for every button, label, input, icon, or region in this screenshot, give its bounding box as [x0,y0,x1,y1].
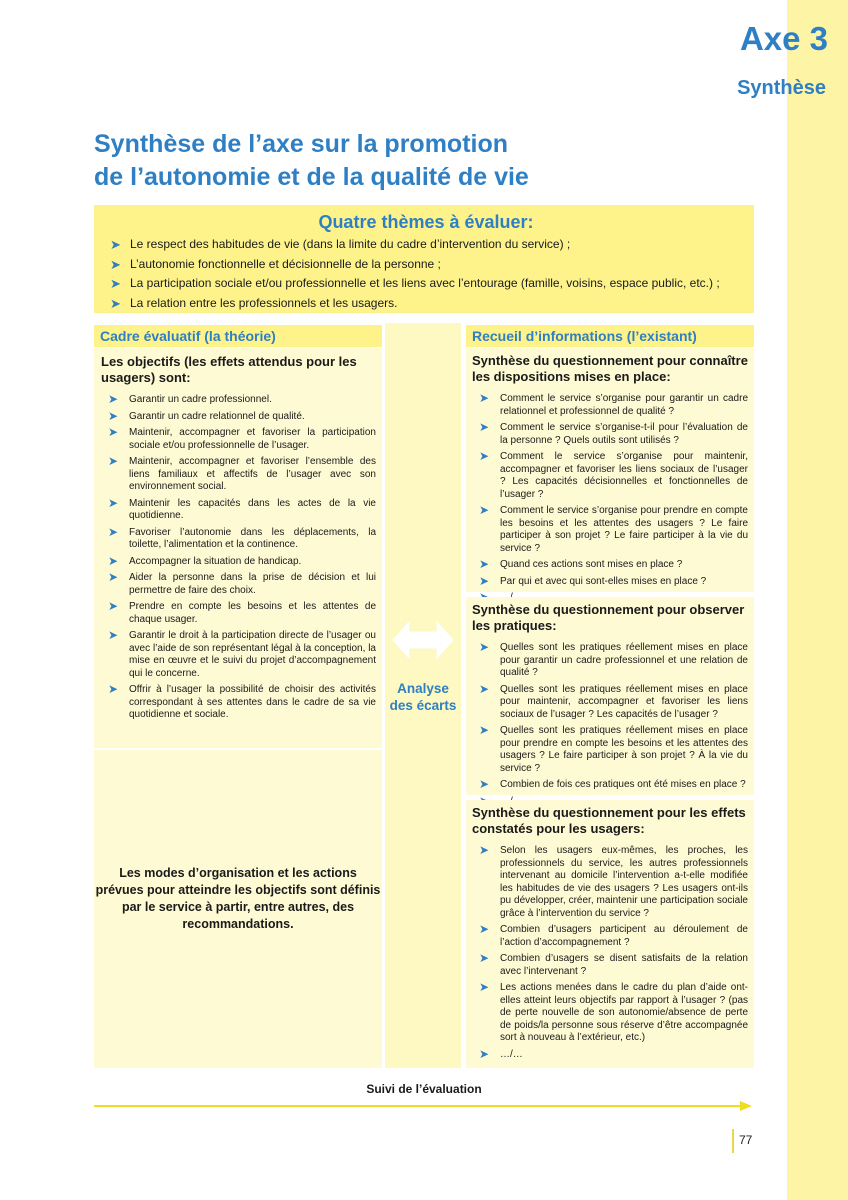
dispositions-list [472,393,748,605]
objective-item-text: Maintenir, accompagner et favoriser l’ensemble des liens familiaux et affectifs de l’usager avec son environnement social. [129,456,376,492]
arrow-bullet-icon: ➤ [479,843,490,857]
analyse-ecarts [385,680,461,714]
objective-item [101,524,376,552]
themes-box [94,205,754,313]
arrow-bullet-icon: ➤ [108,392,119,406]
analyse-line2: des écarts [389,698,457,713]
disposition-item-text: Quand ces actions sont mises en place ? [500,559,683,570]
arrow-bullet-icon: ➤ [108,682,119,696]
disposition-item-text: Comment le service s’organise pour garantir un cadre relationnel et professionnel de qualité ? [500,393,748,417]
arrow-bullet-icon: ➤ [110,256,121,272]
effet-item [472,924,748,949]
effet-item-text: Les actions menées dans le cadre du plan d’aide ont-elles atteint leurs objectifs par rapport à l’usager ? (pas de perte nouvelle de son autonomie/absence de perte de poids/la personne sous réserve d’être accompagnée sort à nouveau à l’extérieur, etc.) [500,982,748,1043]
arrow-bullet-icon: ➤ [108,628,119,642]
theme-item [110,255,742,275]
objective-item-text: Favoriser l’autonomie dans les déplacements, la toilette, l’alimentation et la continence. [129,526,376,550]
effet-item [472,953,748,978]
arrow-bullet-icon: ➤ [479,1046,490,1061]
arrow-bullet-icon: ➤ [479,681,490,696]
arrow-bullet-icon: ➤ [479,980,490,994]
pratiques-list [472,642,748,808]
theme-item [110,235,742,255]
pratiques-heading: Synthèse du questionnement pour observer les pratiques: [472,602,745,633]
arrow-bullet-icon: ➤ [108,599,119,613]
disposition-item-text: Comment le service s’organise-t-il pour l’évaluation de la personne ? Quels outils sont utilisés ? [500,422,748,446]
effet-item [472,982,748,1045]
effets-heading: Synthèse du questionnement pour les effets constatés pour les usagers: [472,805,746,836]
section-label: Synthèse [737,77,826,99]
disposition-item [472,559,748,572]
pratiques-box [466,597,754,795]
disposition-item [472,393,748,418]
double-arrow-icon [391,616,455,664]
theme-item-text: Le respect des habitudes de vie (dans la limite du cadre d’intervention du service) ; [130,237,571,251]
arrow-bullet-icon: ➤ [479,449,490,463]
page-title-line2: de l’autonomie et de la qualité de vie [94,163,529,191]
pratique-item [472,725,748,775]
arrow-bullet-icon: ➤ [108,495,119,510]
disposition-item [472,451,748,501]
objectives-box [94,348,382,748]
arrow-bullet-icon: ➤ [108,524,119,539]
disposition-item-text: Par qui et avec qui sont-elles mises en place ? [500,575,707,587]
disposition-item [472,505,748,555]
pratique-item [472,681,748,722]
objective-item-text: Maintenir, accompagner et favoriser la participation sociale et/ou professionnelle de l’usager. [129,427,376,451]
objective-item-text: Aider la personne dans la prise de décision et lui permettre de faire des choix. [129,572,376,596]
analyse-line1: Analyse [397,681,449,696]
themes-title: Quatre thèmes à évaluer: [318,212,534,232]
modes-text: Les modes d’organisation et les actions prévues pour atteindre les objectifs sont définis par le service à partir, entre autres, des recommandations. [95,866,381,931]
objectives-heading: Les objectifs (les effets attendus pour les usagers) sont: [101,354,357,385]
pratique-item-text: Quelles sont les pratiques réellement mises en place pour maintenir, accompagner et favoriser les liens sociaux de l’usager ? Les capacités de l’usager ? [500,683,748,720]
arrow-bullet-icon: ➤ [108,425,119,439]
arrow-bullet-icon: ➤ [479,557,490,571]
disposition-item-text: Comment le service s’organise pour maintenir, accompagner et favoriser les liens sociaux de l’usager ? Les capacités décisionnelles et fonctionnelles de l’usager ? [500,451,748,500]
arrow-bullet-icon: ➤ [108,553,119,568]
objective-item-text: Offrir à l’usager la possibilité de choisir des activités correspondant à ses attentes dans le cadre de sa vie quotidienne et sociale. [129,684,376,720]
arrow-bullet-icon: ➤ [479,951,490,965]
dispositions-heading: Synthèse du questionnement pour connaître les dispositions mises en place: [472,353,748,384]
objective-item [101,553,376,569]
objective-item [101,601,376,626]
objective-item-text: Garantir un cadre relationnel de qualité. [129,410,305,422]
effet-item [472,1046,748,1062]
disposition-item [472,573,748,589]
effet-item-text: Combien d’usagers se disent satisfaits de la relation avec l’intervenant ? [500,953,748,977]
arrow-bullet-icon: ➤ [479,922,490,936]
page-title [94,128,754,194]
objective-item [101,495,376,523]
right-column-header: Recueil d’informations (l’existant) [466,325,754,347]
effets-box [466,800,754,1068]
objective-item [101,630,376,680]
arrow-bullet-icon: ➤ [479,503,490,517]
pratique-item [472,779,748,792]
left-column-header: Cadre évaluatif (la théorie) [94,325,382,347]
suivi-label: Suivi de l’évaluation [366,1082,482,1096]
arrow-bullet-icon: ➤ [110,295,121,311]
pratique-item-text: Quelles sont les pratiques réellement mises en place pour prendre en compte les besoins et les attentes des usagers ? Le faire participer à son projet ? À la vie du service ? [500,725,748,774]
theme-item [110,294,742,314]
arrow-bullet-icon: ➤ [479,391,490,405]
effet-item-text: …/… [500,1048,523,1060]
objective-item [101,572,376,597]
effet-item-text: Combien d’usagers participent au déroulement de l’action d’accompagnement ? [500,924,748,948]
objective-item [101,408,376,424]
side-band [787,0,848,1200]
objective-item-text: Maintenir les capacités dans les actes de la vie quotidienne. [129,497,376,521]
objective-item [101,684,376,722]
arrow-bullet-icon: ➤ [479,640,490,654]
arrow-bullet-icon: ➤ [108,454,119,468]
arrow-bullet-icon: ➤ [108,570,119,584]
arrow-bullet-icon: ➤ [110,237,121,252]
objective-item-text: Prendre en compte les besoins et les attentes de chaque usager. [129,601,376,625]
arrow-bullet-icon: ➤ [479,573,490,588]
page-number: 77 [739,1133,753,1147]
objective-item [101,394,376,407]
arrow-bullet-icon: ➤ [108,408,119,423]
disposition-item-text: Comment le service s’organise pour prendre en compte les besoins et les attentes des usagers ? Le faire participer à son projet ? Le faire participer à la vie du service ? [500,505,748,554]
effet-item-text: Selon les usagers eux-mêmes, les proches, les professionnels du service, les autres professionnels intervenant au domicile l’intervention a-t-elle modifiée les habitudes de vie des usagers ? Les usagers ont-ils pu développer, créer, maintenir une participation sociale grâce à l’intervention du service ? [500,845,748,919]
theme-item-text: La relation entre les professionnels et les usagers. [130,295,398,310]
objective-item-text: Accompagner la situation de handicap. [129,555,302,567]
arrow-bullet-icon: ➤ [479,420,490,434]
dispositions-box [466,348,754,592]
axe-label: Axe 3 [739,20,828,57]
theme-item-text: L’autonomie fonctionnelle et décisionnelle de la personne ; [130,256,441,271]
themes-list [110,235,742,313]
theme-item-text: La participation sociale et/ou professionnelle et les liens avec l’entourage (famille, voisins, espace public, etc.) ; [130,276,720,290]
objective-item [101,456,376,494]
objectives-list [101,394,376,722]
theme-item [110,274,742,294]
page-divider [732,1129,734,1153]
arrow-bullet-icon: ➤ [479,723,490,737]
pratique-item [472,642,748,680]
pratique-item-text: Quelles sont les pratiques réellement mises en place pour garantir un cadre professionnel et une relation de qualité ? [500,642,748,678]
disposition-item [472,422,748,447]
objective-item-text: Garantir le droit à la participation directe de l’usager ou avec l’aide de son représentant légal à la conception, la mise en œuvre et le suivi du projet d’accompagnement qui le concerne. [129,630,376,679]
pratique-item-text: Combien de fois ces pratiques ont été mises en place ? [500,779,746,790]
objective-item-text: Garantir un cadre professionnel. [129,394,272,405]
effet-item [472,845,748,920]
page-title-line1: Synthèse de l’axe sur la promotion [94,130,509,158]
arrow-bullet-icon: ➤ [479,777,490,791]
arrow-bullet-icon: ➤ [110,276,121,291]
objective-item [101,427,376,452]
suivi-arrow-icon [94,1098,754,1114]
effets-list [472,845,748,1061]
